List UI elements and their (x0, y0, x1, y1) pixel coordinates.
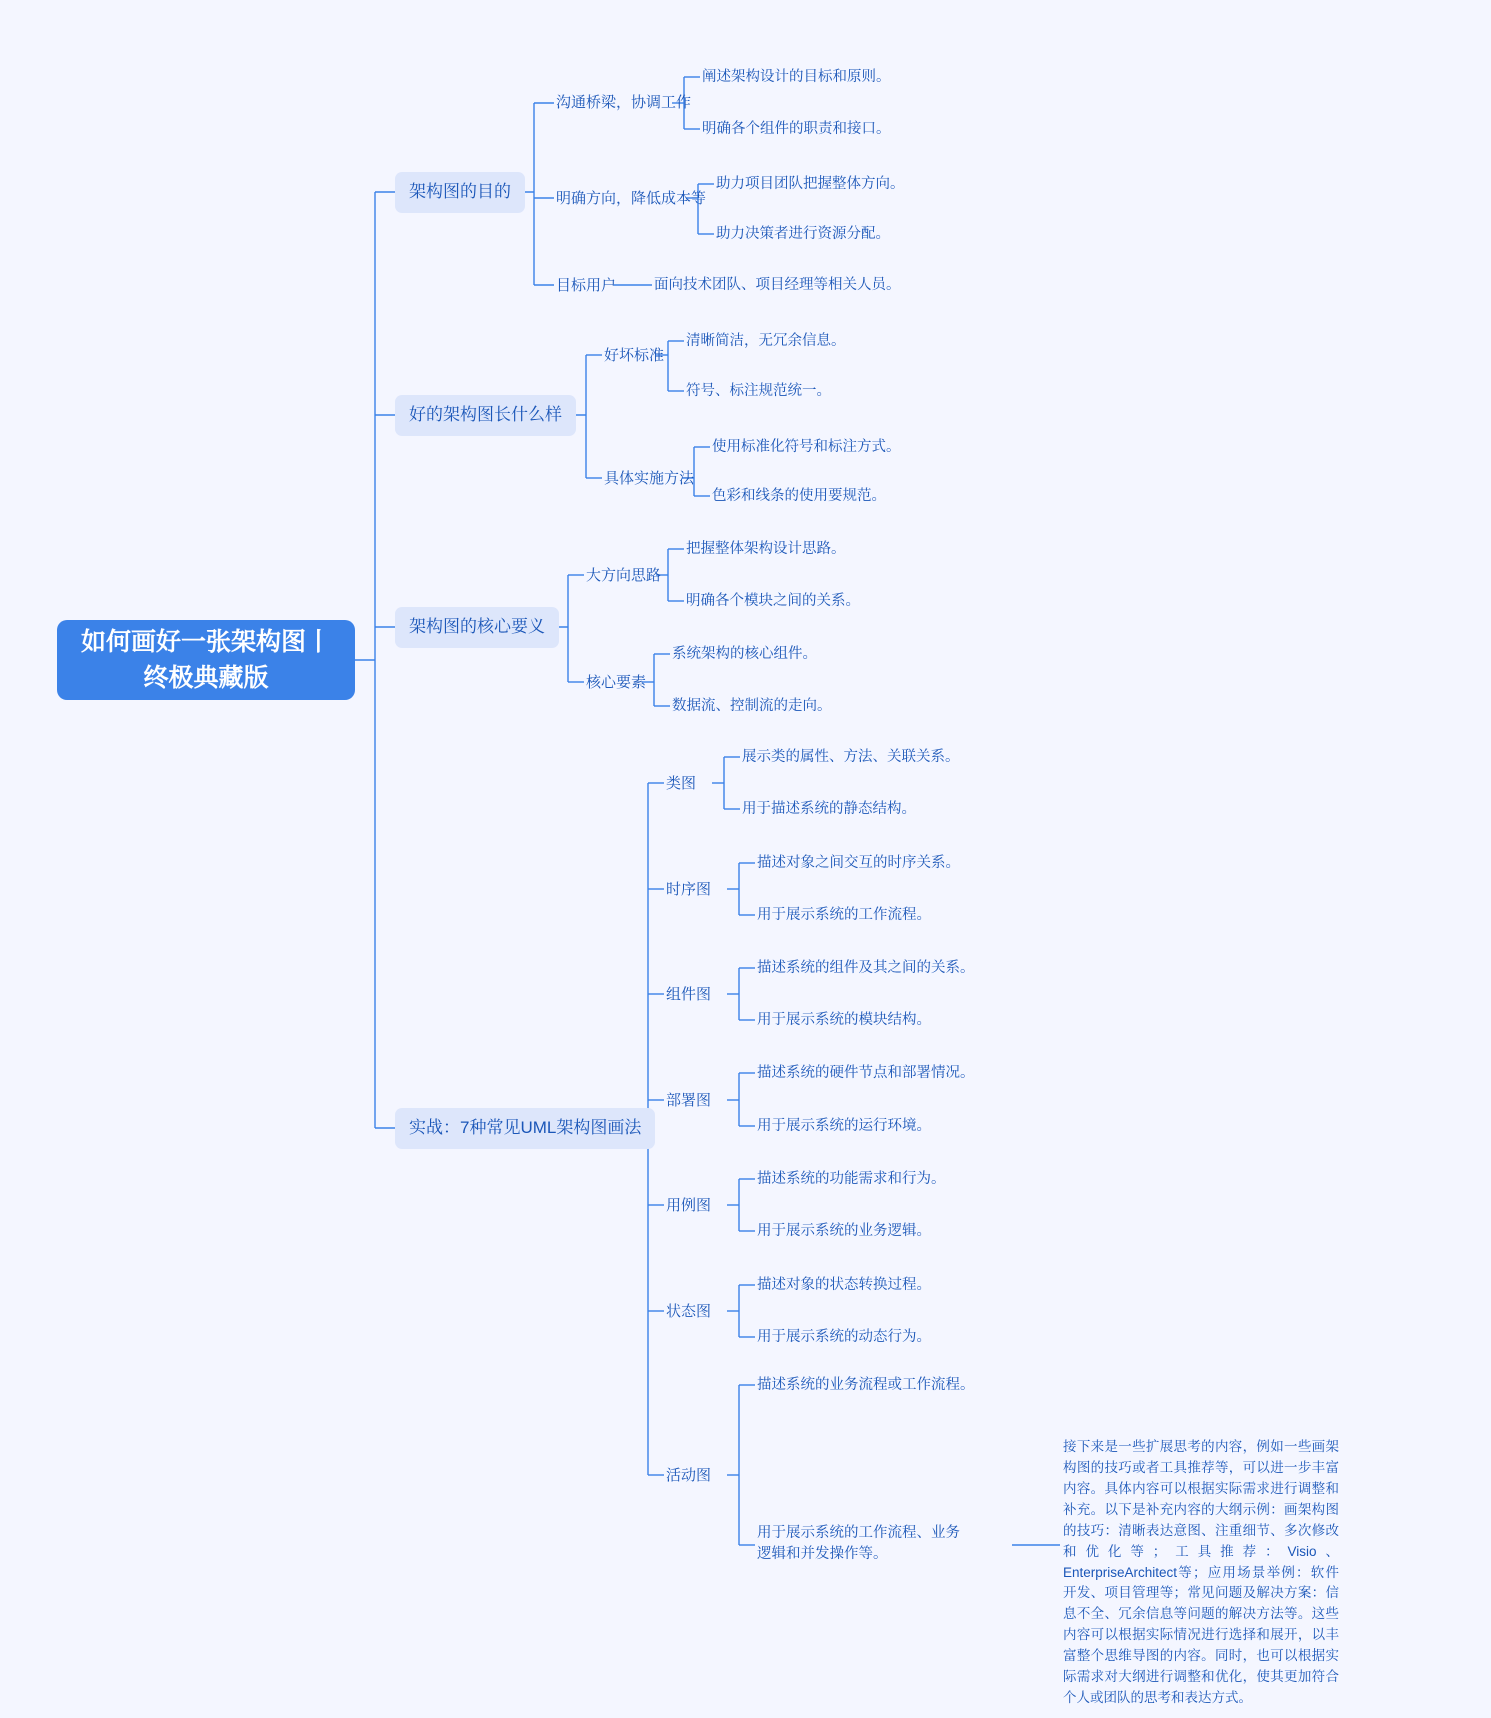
leaf-node[interactable]: 用于描述系统的静态结构。 (742, 801, 916, 817)
leaf-node[interactable]: 用于展示系统的工作流程。 (757, 907, 931, 923)
branch-node-good-diagram[interactable]: 好的架构图长什么样 (395, 395, 576, 436)
leaf-node[interactable]: 明确各个组件的职责和接口。 (702, 121, 891, 137)
subnode-activity-diagram[interactable]: 活动图 (666, 1467, 712, 1484)
leaf-node[interactable]: 符号、标注规范统一。 (686, 383, 831, 399)
leaf-node[interactable]: 把握整体架构设计思路。 (686, 541, 846, 557)
subnode-big-picture[interactable]: 大方向思路 (586, 567, 662, 584)
leaf-node[interactable]: 描述系统的硬件节点和部署情况。 (757, 1065, 975, 1081)
leaf-node[interactable]: 面向技术团队、项目经理等相关人员。 (654, 277, 901, 293)
leaf-node[interactable]: 用于展示系统的动态行为。 (757, 1329, 931, 1345)
subnode-communication-bridge[interactable]: 沟通桥梁，协调工作 (556, 94, 692, 111)
subnode-component-diagram[interactable]: 组件图 (666, 986, 712, 1003)
leaf-node[interactable]: 用于展示系统的业务逻辑。 (757, 1223, 931, 1239)
leaf-node[interactable]: 描述对象之间交互的时序关系。 (757, 855, 960, 871)
subnode-deployment-diagram[interactable]: 部署图 (666, 1092, 712, 1109)
subnode-usecase-diagram[interactable]: 用例图 (666, 1197, 712, 1214)
branch-node-purpose[interactable]: 架构图的目的 (395, 172, 525, 213)
subnode-target-users[interactable]: 目标用户 (556, 277, 617, 294)
root-node[interactable]: 如何画好一张架构图丨终极典藏版 (57, 620, 355, 700)
leaf-node[interactable]: 阐述架构设计的目标和原则。 (702, 69, 891, 85)
leaf-node[interactable]: 描述对象的状态转换过程。 (757, 1277, 931, 1293)
leaf-node[interactable]: 描述系统的功能需求和行为。 (757, 1171, 946, 1187)
branch-node-core-essence[interactable]: 架构图的核心要义 (395, 607, 559, 648)
leaf-node[interactable]: 用于展示系统的工作流程、业务逻辑和并发操作等。 (757, 1525, 960, 1563)
leaf-node[interactable]: 描述系统的业务流程或工作流程。 (757, 1377, 975, 1393)
subnode-clear-direction[interactable]: 明确方向，降低成本等 (556, 190, 707, 207)
subnode-implementation-method[interactable]: 具体实施方法 (604, 470, 695, 487)
extended-notes: 接下来是一些扩展思考的内容，例如一些画架构图的技巧或者工具推荐等，可以进一步丰富内容。具体内容可以根据实际需求进行调整和补充。以下是补充内容的大纲示例：画架构图的技巧：清晰表达意图、注重细节、多次修改和优化等；工具推荐：Visio、EnterpriseArchitect等；应用场景举例：软件开发、项目管理等；常见问题及解决方案：信息不全、冗余信息等问题的解决方法等。这些内容可以根据实际情况进行选择和展开，以丰富整个思维导图的内容。同时，也可以根据实际需求对大纲进行调整和优化，使其更加符合个人或团队的思考和表达方式。 (1063, 1439, 1339, 1706)
leaf-node[interactable]: 用于展示系统的运行环境。 (757, 1118, 931, 1134)
subnode-quality-criteria[interactable]: 好坏标准 (604, 347, 665, 364)
leaf-node[interactable]: 清晰简洁，无冗余信息。 (686, 333, 846, 349)
subnode-core-elements[interactable]: 核心要素 (586, 674, 647, 691)
subnode-sequence-diagram[interactable]: 时序图 (666, 881, 712, 898)
leaf-node[interactable]: 助力决策者进行资源分配。 (716, 226, 890, 242)
leaf-node[interactable]: 色彩和线条的使用要规范。 (712, 488, 886, 504)
subnode-class-diagram[interactable]: 类图 (666, 775, 697, 792)
leaf-node[interactable]: 使用标准化符号和标注方式。 (712, 439, 901, 455)
subnode-state-diagram[interactable]: 状态图 (666, 1303, 712, 1320)
leaf-node[interactable]: 描述系统的组件及其之间的关系。 (757, 960, 975, 976)
leaf-node[interactable]: 系统架构的核心组件。 (672, 646, 817, 662)
leaf-node[interactable]: 用于展示系统的模块结构。 (757, 1012, 931, 1028)
leaf-node[interactable]: 助力项目团队把握整体方向。 (716, 176, 905, 192)
leaf-node[interactable]: 明确各个模块之间的关系。 (686, 593, 860, 609)
leaf-node[interactable]: 数据流、控制流的走向。 (672, 698, 832, 714)
leaf-node[interactable]: 展示类的属性、方法、关联关系。 (742, 749, 960, 765)
branch-node-uml-practice[interactable]: 实战：7种常见UML架构图画法 (395, 1108, 655, 1149)
